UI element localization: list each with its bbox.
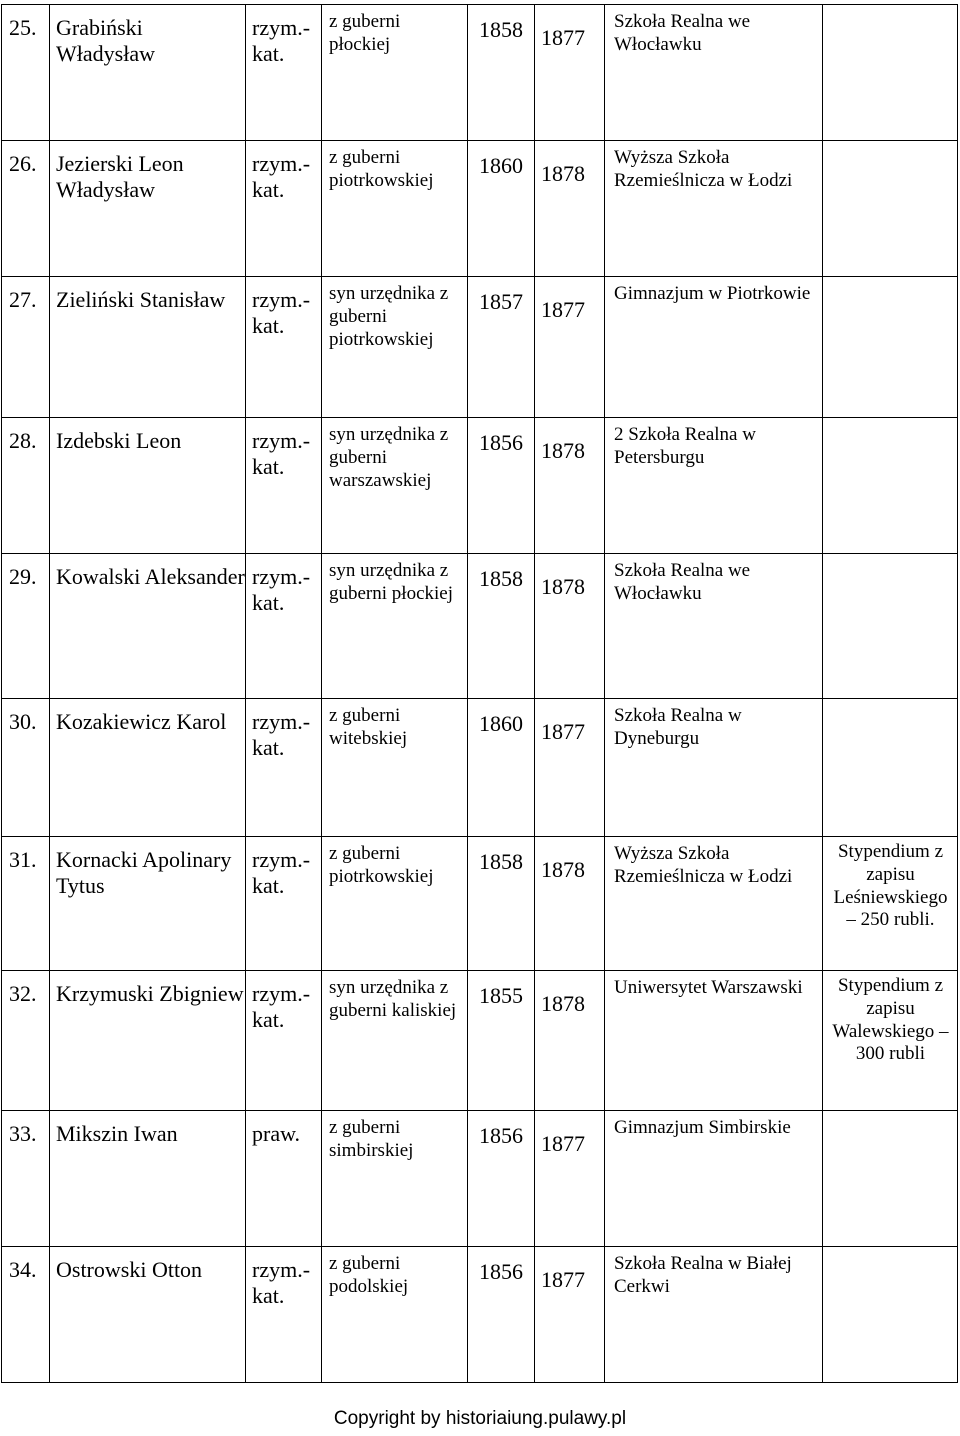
previous-school: Szkoła Realna we Włocławku — [605, 554, 823, 699]
religion: rzym.-kat. — [246, 554, 322, 699]
origin: z guberni podolskiej — [322, 1247, 468, 1383]
table-row — [2, 418, 958, 554]
previous-school: 2 Szkoła Realna w Petersburgu — [605, 418, 823, 554]
scholarship-note — [823, 277, 958, 418]
student-name: Grabiński Władysław — [50, 5, 246, 141]
table-row — [2, 277, 958, 418]
previous-school: Wyższa Szkoła Rzemieślnicza w Łodzi — [605, 837, 823, 971]
row-number: 27. — [2, 277, 50, 418]
birth-year: 1858 — [468, 837, 535, 971]
previous-school: Gimnazjum w Piotrkowie — [605, 277, 823, 418]
birth-year: 1858 — [468, 554, 535, 699]
birth-year: 1855 — [468, 971, 535, 1111]
row-number: 33. — [2, 1111, 50, 1247]
origin: z guberni piotrkowskiej — [322, 837, 468, 971]
religion: rzym.-kat. — [246, 1247, 322, 1383]
previous-school: Gimnazjum Simbirskie — [605, 1111, 823, 1247]
student-name: Mikszin Iwan — [50, 1111, 246, 1247]
student-name: Kozakiewicz Karol — [50, 699, 246, 837]
entry-year: 1877 — [535, 277, 605, 418]
religion: rzym.-kat. — [246, 971, 322, 1111]
entry-year: 1877 — [535, 1111, 605, 1247]
birth-year: 1860 — [468, 141, 535, 277]
scholarship-note: Stypendium z zapisu Walewskiego – 300 rubli — [823, 971, 958, 1111]
birth-year: 1856 — [468, 1247, 535, 1383]
table-row — [2, 1111, 958, 1247]
table-row — [2, 971, 958, 1111]
entry-year: 1878 — [535, 141, 605, 277]
row-number: 32. — [2, 971, 50, 1111]
origin: syn urzędnika z guberni kaliskiej — [322, 971, 468, 1111]
origin: syn urzędnika z guberni piotrkowskiej — [322, 277, 468, 418]
entry-year: 1877 — [535, 5, 605, 141]
previous-school: Szkoła Realna w Dyneburgu — [605, 699, 823, 837]
scholarship-note — [823, 699, 958, 837]
row-number: 31. — [2, 837, 50, 971]
row-number: 26. — [2, 141, 50, 277]
previous-school: Wyższa Szkoła Rzemieślnicza w Łodzi — [605, 141, 823, 277]
scholarship-note — [823, 554, 958, 699]
birth-year: 1858 — [468, 5, 535, 141]
scholarship-note — [823, 141, 958, 277]
scholarship-note — [823, 418, 958, 554]
row-number: 25. — [2, 5, 50, 141]
birth-year: 1857 — [468, 277, 535, 418]
student-name: Izdebski Leon — [50, 418, 246, 554]
row-number: 34. — [2, 1247, 50, 1383]
previous-school: Szkoła Realna we Włocławku — [605, 5, 823, 141]
student-name: Zieliński Stanisław — [50, 277, 246, 418]
religion: rzym.-kat. — [246, 277, 322, 418]
table-row — [2, 141, 958, 277]
religion: rzym.-kat. — [246, 141, 322, 277]
origin: syn urzędnika z guberni płockiej — [322, 554, 468, 699]
scholarship-note: Stypendium z zapisu Leśniewskiego – 250 rubli. — [823, 837, 958, 971]
students-table — [1, 4, 958, 1383]
religion: rzym.-kat. — [246, 699, 322, 837]
origin: z guberni płockiej — [322, 5, 468, 141]
previous-school: Uniwersytet Warszawski — [605, 971, 823, 1111]
row-number: 28. — [2, 418, 50, 554]
student-name: Krzymuski Zbigniew — [50, 971, 246, 1111]
birth-year: 1860 — [468, 699, 535, 837]
scholarship-note — [823, 1111, 958, 1247]
student-name: Jezierski Leon Władysław — [50, 141, 246, 277]
table-row — [2, 837, 958, 971]
birth-year: 1856 — [468, 418, 535, 554]
student-name: Kornacki Apolinary Tytus — [50, 837, 246, 971]
entry-year: 1877 — [535, 1247, 605, 1383]
scholarship-note — [823, 5, 958, 141]
origin: z guberni piotrkowskiej — [322, 141, 468, 277]
table-row — [2, 699, 958, 837]
entry-year: 1877 — [535, 699, 605, 837]
student-name: Ostrowski Otton — [50, 1247, 246, 1383]
entry-year: 1878 — [535, 554, 605, 699]
religion: rzym.-kat. — [246, 418, 322, 554]
entry-year: 1878 — [535, 971, 605, 1111]
table-row — [2, 1247, 958, 1383]
origin: z guberni witebskiej — [322, 699, 468, 837]
row-number: 30. — [2, 699, 50, 837]
religion: rzym.-kat. — [246, 5, 322, 141]
religion: rzym.-kat. — [246, 837, 322, 971]
student-name: Kowalski Aleksander — [50, 554, 246, 699]
birth-year: 1856 — [468, 1111, 535, 1247]
table-row — [2, 554, 958, 699]
origin: z guberni simbirskiej — [322, 1111, 468, 1247]
entry-year: 1878 — [535, 418, 605, 554]
row-number: 29. — [2, 554, 50, 699]
copyright-footer: Copyright by historiaiung.pulawy.pl — [333, 1408, 627, 1429]
scholarship-note — [823, 1247, 958, 1383]
table-row — [2, 5, 958, 141]
origin: syn urzędnika z guberni warszawskiej — [322, 418, 468, 554]
religion: praw. — [246, 1111, 322, 1247]
previous-school: Szkoła Realna w Białej Cerkwi — [605, 1247, 823, 1383]
entry-year: 1878 — [535, 837, 605, 971]
